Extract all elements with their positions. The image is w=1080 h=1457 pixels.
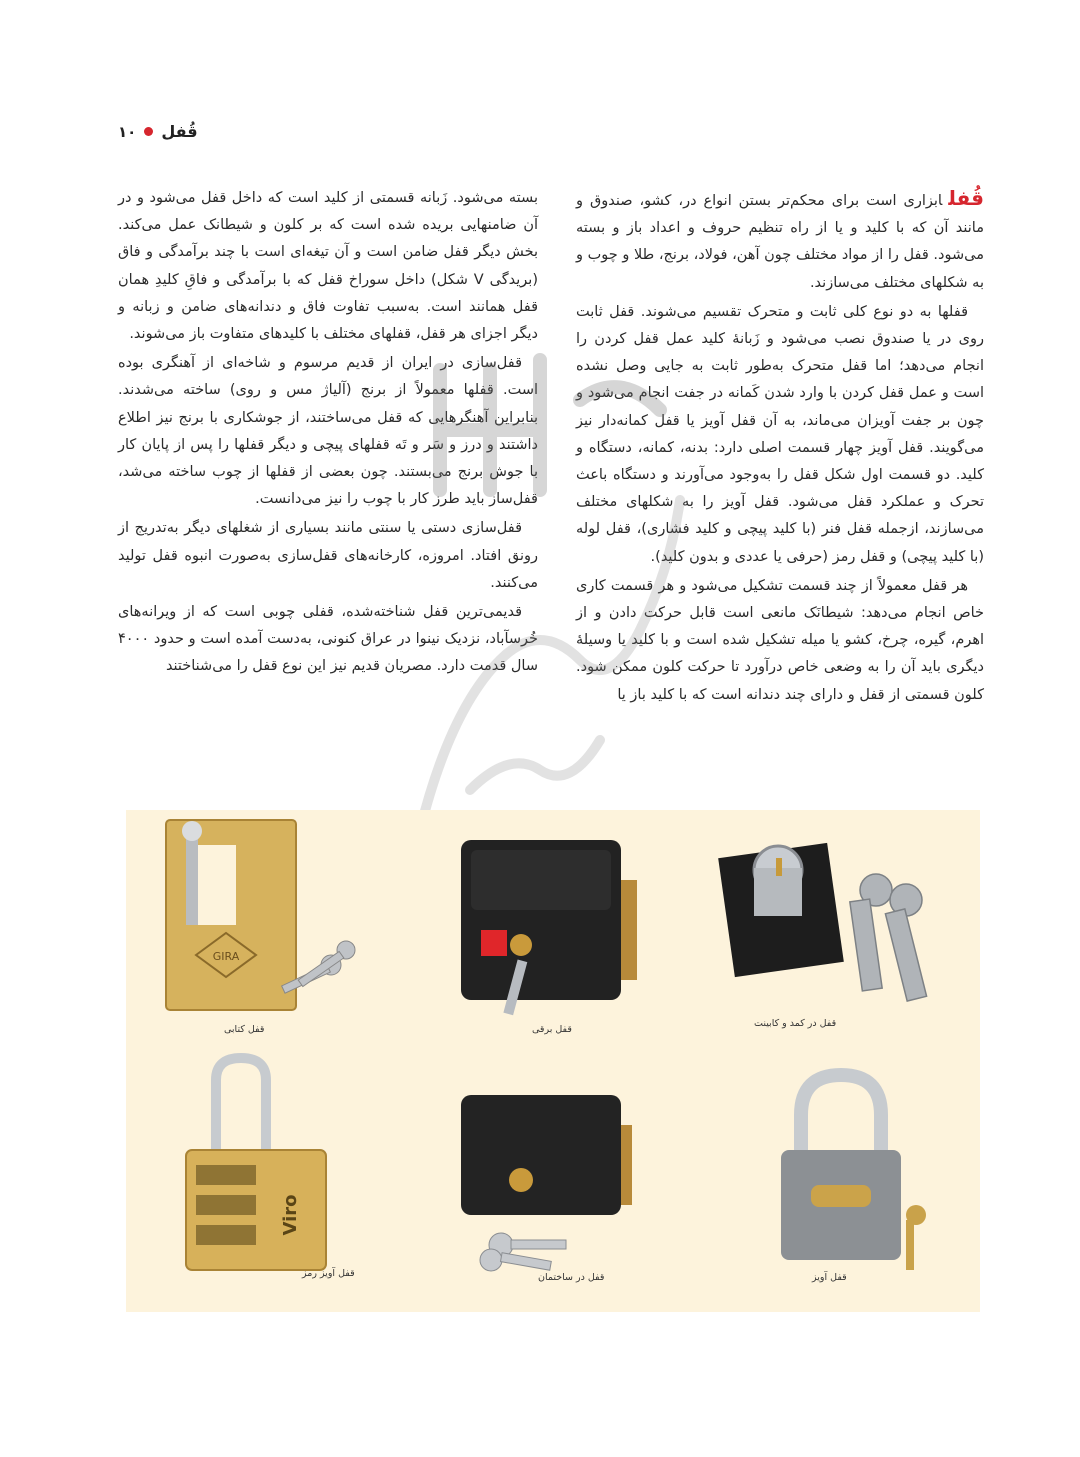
paragraph: قفل‌سازی دستی یا سنتی مانند بسیاری از شغلهای دیگر به‌تدریج از رونق افتاد. امروزه، کارخانه‌های قفل‌سازی به‌صورت انبوه قفل تولید می‌کنند. bbox=[118, 520, 538, 591]
building-lock-image bbox=[441, 1085, 661, 1285]
electric-lock-image bbox=[451, 820, 651, 1020]
paragraph: قدیمی‌ترین قفل شناخته‌شده، قفلی چوبی است که از ویرانه‌های خُرسآباد، نزدیک نینوا در عراق کنونی، به‌دست آمده است و حدود ۴۰۰۰ سال قدمت دارد. مصریان قدیم نیز این نوع قفل را می‌شناختند bbox=[118, 604, 538, 675]
paragraph-text: ابزاری است برای محکم‌تر بستن انواع در، کشو، صندوق و مانند آن که با کلید و یا از راه تنظیم حروف و اعداد باز و بسته می‌شود. قفل را از مواد مختلف چون آهن، فولاد، برنج، طلا و چوب و به شکلهای مختلف می‌سازند. bbox=[576, 193, 984, 291]
cabinet-lock-image bbox=[706, 830, 956, 1010]
page-title: قُفل bbox=[161, 122, 198, 141]
left-column bbox=[118, 185, 538, 683]
locks-figure-panel bbox=[126, 810, 980, 1312]
book-padlock-image bbox=[156, 815, 376, 1025]
paragraph: قفل‌سازی در ایران از قدیم مرسوم و شاخه‌ای از آهنگری بوده است. قفلها معمولاً از برنج (آلیاژ مس و روی) ساخته می‌شدند. بنابراین آهنگرهایی که قفل می‌ساختند، از جوشکاری با برنج نیز اطلاع داشتند و درز و سَر و تَه قفلهای پیچی و دیگر قفلها را پس از پایان کار با جوش برنج می‌بستند. چون بعضی از قفلها از چوب ساخته می‌شد، قفل‌ساز باید طرز کار با چوب را نیز می‌دانست. bbox=[118, 355, 538, 508]
combination-lock-image bbox=[176, 1050, 346, 1280]
right-column bbox=[576, 185, 984, 711]
entry-headword: قُفل bbox=[948, 186, 984, 210]
caption-building-lock: قفل در ساختمان bbox=[538, 1272, 605, 1283]
caption-book-lock: قفل کتابی bbox=[224, 1024, 265, 1035]
page-header bbox=[118, 122, 198, 141]
paragraph: هر قفل معمولاً از چند قسمت تشکیل می‌شود و هر قسمت کاری خاص انجام می‌دهد: شیطانَک مانعی است قابل حرکت دادن و از اهرم، گیره، چرخ، کشو یا میله تشکیل شده است و با کلید یا وسیلهٔ دیگری باید آن را به وضعی خاص درآورد تا حرکت کلون ممکن شود. کلون قسمتی از قفل و دارای چند دندانه است که با کلید باز یا bbox=[576, 577, 984, 703]
page-number: ۱۰ bbox=[118, 122, 137, 141]
paragraph bbox=[576, 185, 984, 297]
brand-viro: Viro bbox=[280, 1194, 301, 1236]
paragraph: بسته می‌شود. زَبانه قسمتی از کلید است که داخل قفل می‌شود و در آن ضامنهایی بریده شده است که بر کلون و شیطانک عمل می‌کند. بخش دیگر قفل ضامن است و آن تیغه‌ای است با چند برآمدگی و فاق (بریدگی V شکل) داخل سوراخ قفل که با برآمدگی و فاقِ کلیدِ همان قفل همانند است. به‌سبب تفاوت فاق و دندانه‌های ضامن و زبانه و دیگر اجزای هر قفل، قفلهای مختلف با کلیدهای متفاوت باز می‌شوند. bbox=[118, 190, 538, 343]
caption-combination-lock: قفل آویز رمز bbox=[302, 1268, 355, 1279]
caption-cabinet-lock: قفل در کمد و کابینت bbox=[754, 1018, 837, 1029]
padlock-image bbox=[766, 1065, 946, 1275]
caption-padlock: قفل آویز bbox=[812, 1272, 847, 1283]
bullet-dot-icon bbox=[144, 127, 153, 136]
caption-electric-lock: قفل برقی bbox=[532, 1024, 572, 1035]
paragraph: قفلها به دو نوع کلی ثابت و متحرک تقسیم می‌شوند. قفل ثابت روی در یا صندوق نصب می‌شود و زَبانهٔ کلید عمل قفل کردن را انجام می‌دهد؛ اما قفل متحرک به‌طور ثابت به جایی وصل نشده است و عمل قفل کردن با وارد شدن کَمانه در جفت انجام می‌شود و چون بر جفت آویزان می‌ماند، به آن قفل آویز یا قفل کمانه‌دار نیز می‌گویند. قفل آویز چهار قسمت اصلی دارد: بدنه، کمانه، دستگاه و کلید. دو قسمت اول شکل قفل را به‌وجود می‌آورند و دستگاه باعث تحرک و عملکرد قفل می‌شود. قفل آویز را به شکلهای مختلف می‌سازند، ازجمله قفل فنر (با کلید پیچی و کلید فشاری)، قفل لوله (با کلید پیچی) و قفل رمز (حرفی یا عددی و بدون کلید). bbox=[576, 303, 984, 565]
brand-gira: GIRA bbox=[212, 950, 240, 963]
